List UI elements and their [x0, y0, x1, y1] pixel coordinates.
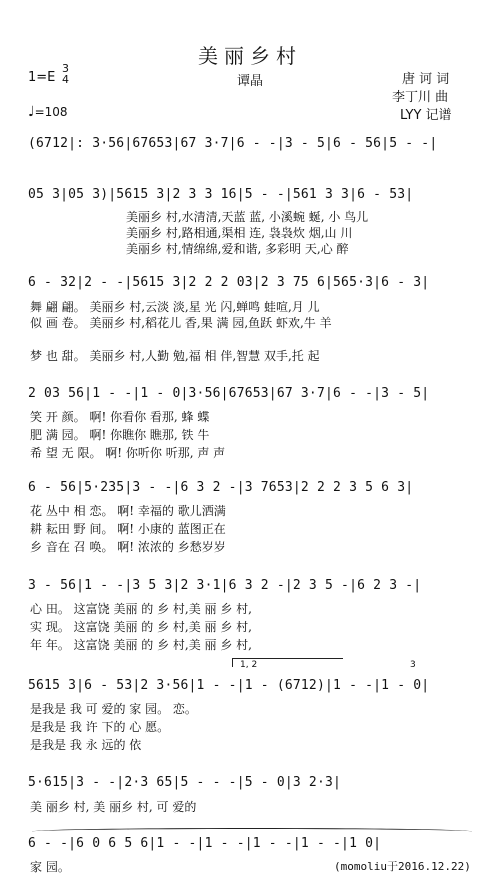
- volta-label: 1, 2: [240, 660, 258, 670]
- key-signature: 1=E: [28, 70, 56, 85]
- lyric-line: 是我是 我 永 远的 依: [30, 738, 142, 752]
- lyric-line: 是我是 我 可 爱的 家 园。 恋。: [30, 702, 197, 716]
- quarter-note-icon: ♩: [28, 104, 35, 120]
- lyric-line: 希 望 无 限。 啊! 你听你 听那, 声 声: [30, 446, 226, 460]
- lyric-line: 美丽乡 村,情绵绵,爱和谐, 多彩明 天,心 醉: [126, 242, 349, 256]
- singer: 谭晶: [236, 74, 263, 89]
- composer: 李丁川 曲: [392, 90, 449, 105]
- tie-arc: [32, 828, 472, 835]
- lyric-line: 实 现。 这富饶 美丽 的 乡 村,美 丽 乡 村,: [30, 620, 252, 634]
- lyric-line: 美丽乡 村,路相通,渠相 连, 袅袅炊 烟,山 川: [126, 226, 353, 240]
- music-line: (6712|: 3·56|67653|67 3·7|6 - -|3 - 5|6 - 56|5 - -|: [28, 136, 438, 151]
- lyricist: 唐 诃 词: [402, 72, 450, 87]
- music-line: 6 - 32|2 - -|5615 3|2 2 2 03|2 3 75 6|565·3|6 - 3|: [28, 275, 430, 290]
- lyric-line: 美丽乡 村,水清清,天蓝 蓝, 小溪蜿 蜒, 小 鸟儿: [126, 210, 369, 224]
- music-line: 6 - -|6 0 6 5 6|1 - -|1 - -|1 - -|1 - -|1 0|: [28, 836, 382, 851]
- music-line: 6 - 56|5·235|3 - -|6 3 2 -|3 7653|2 2 2 3 5 6 3|: [28, 480, 414, 495]
- lyric-line: 美 丽乡 村, 美 丽乡 村, 可 爱的: [30, 800, 197, 814]
- song-title: 美丽乡村: [198, 44, 302, 68]
- time-signature-top: 3: [62, 62, 69, 75]
- lyric-line: 似 画 卷。 美丽乡 村,稻花儿 香,果 满 园,鱼跃 虾欢,牛 羊: [30, 316, 332, 330]
- music-line: 2 03 56|1 - -|1 - 0|3·56|67653|67 3·7|6 - -|3 - 5|: [28, 386, 430, 401]
- lyric-line: 肥 满 园。 啊! 你瞧你 瞧那, 铁 牛: [30, 428, 210, 442]
- lyric-line: 笑 开 颜。 啊! 你看你 看那, 蜂 蝶: [30, 410, 210, 424]
- time-signature-bottom: 4: [62, 73, 69, 86]
- lyric-line: 家 园。: [30, 860, 70, 874]
- lyric-line: 乡 音在 召 唤。 啊! 浓浓的 乡愁岁岁: [30, 540, 226, 554]
- signature: (momoliu于2016.12.22): [334, 860, 471, 873]
- lyric-line: 舞 翩 翩。 美丽乡 村,云淡 淡,星 光 闪,蝉鸣 蛙喧,月 儿: [30, 300, 320, 314]
- lyric-line: 心 田。 这富饶 美丽 的 乡 村,美 丽 乡 村,: [30, 602, 252, 616]
- transcriber: LYY 记谱: [400, 108, 452, 123]
- lyric-line: 花 丛中 相 恋。 啊! 幸福的 歌儿洒满: [30, 504, 226, 518]
- music-line: 05 3|05 3)|5615 3|2 3 3 16|5 - -|561 3 3|6 - 53|: [28, 187, 414, 202]
- music-line: 5615 3|6 - 53|2 3·56|1 - -|1 - (6712)|1 - -|1 - 0|: [28, 678, 430, 693]
- tempo-value: =108: [34, 105, 68, 119]
- lyric-line: 梦 也 甜。 美丽乡 村,人勤 勉,福 相 伴,智慧 双手,托 起: [30, 349, 320, 363]
- music-line: 3 - 56|1 - -|3 5 3|2 3·1|6 3 2 -|2 3 5 -|6 2 3 -|: [28, 578, 422, 593]
- music-line: 5·615|3 - -|2·3 65|5 - - -|5 - 0|3 2·3|: [28, 775, 342, 790]
- tempo-marking: [28, 104, 68, 120]
- lyric-line: 年 年。 这富饶 美丽 的 乡 村,美 丽 乡 村,: [30, 638, 252, 652]
- lyric-line: 耕 耘田 野 间。 啊! 小康的 蓝图正在: [30, 522, 226, 536]
- lyric-line: 是我是 我 许 下的 心 愿。: [30, 720, 170, 734]
- triplet-mark: 3: [410, 660, 416, 670]
